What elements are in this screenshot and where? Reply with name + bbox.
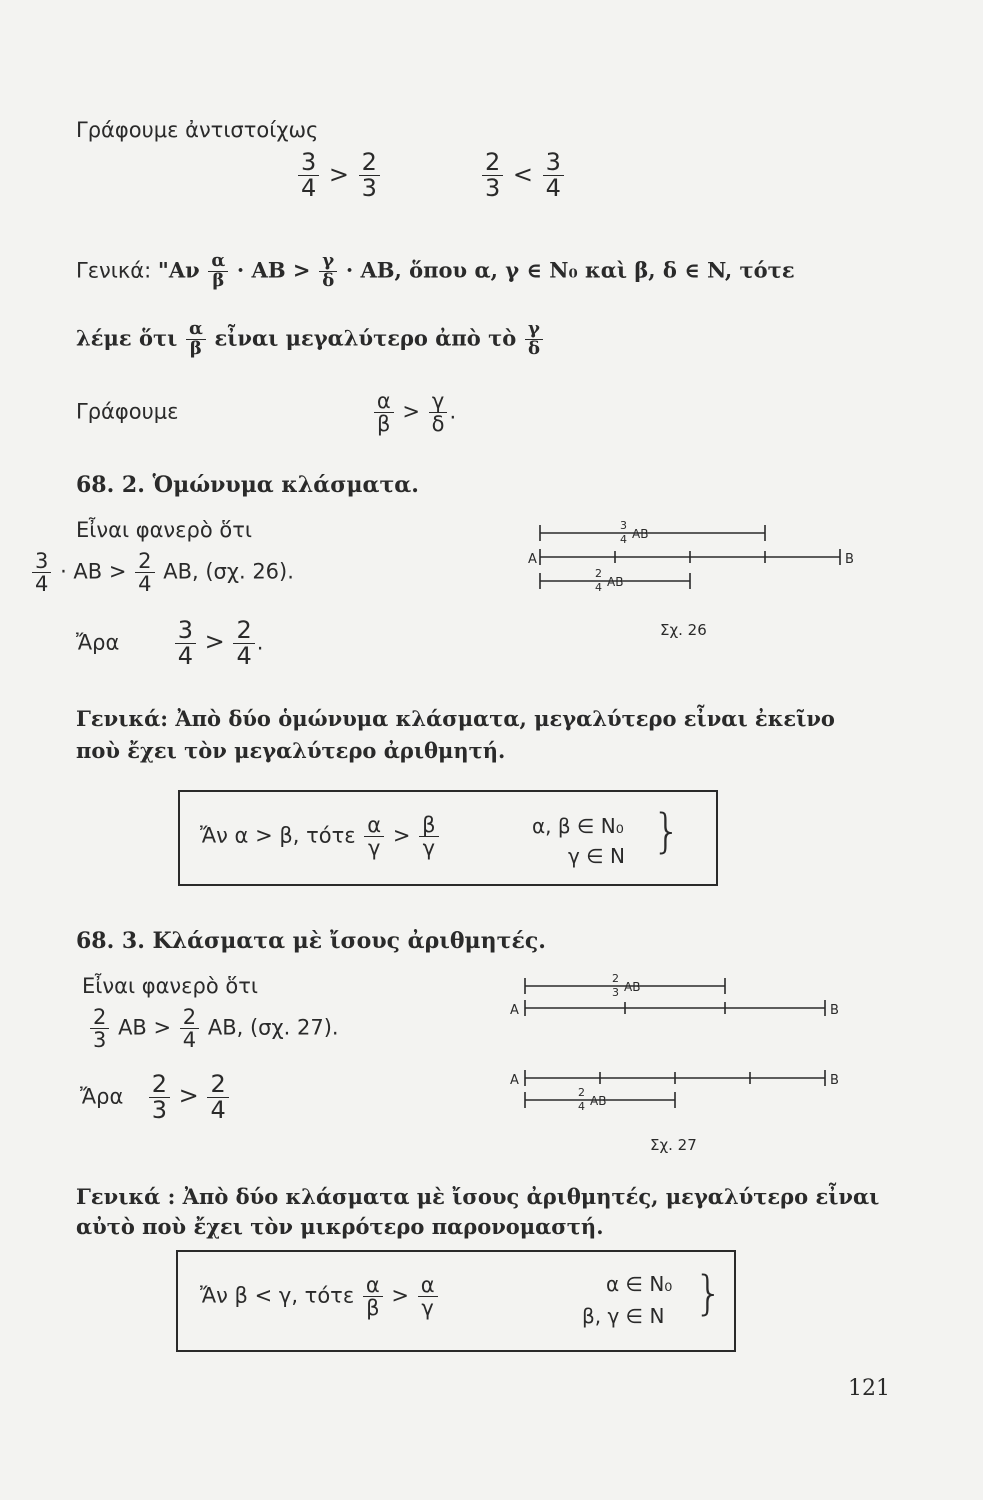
top-fraction-numerator: 2 — [612, 972, 619, 985]
box-set-condition-1: α ∈ N₀ — [606, 1272, 673, 1296]
fraction-denominator: γ — [422, 836, 436, 861]
fraction-numerator: α — [363, 1274, 383, 1297]
comparison-middle: AB > — [118, 1015, 172, 1040]
bottom-fraction-denominator: 4 — [578, 1100, 585, 1113]
rule-68-2-line1: Γενικά: Ἀπὸ δύο ὁμώνυμα κλάσματα, μεγαλύτερο εἶναι ἐκεῖνο — [76, 706, 835, 731]
fraction-numerator: α — [208, 252, 228, 272]
period: . — [449, 399, 457, 424]
fraction-numerator: 2 — [135, 550, 154, 573]
statement-middle: εἶναι μεγαλύτερο ἀπὸ τὸ — [214, 325, 517, 351]
fraction-numerator: γ — [319, 252, 337, 272]
point-b-label-2: B — [830, 1073, 839, 1088]
conclusion-line-68-2 — [76, 618, 263, 669]
fraction-denominator: 4 — [182, 1028, 197, 1053]
relation-sign: > — [178, 1081, 199, 1110]
fraction-denominator: 4 — [545, 174, 561, 203]
general-label: Γενικά: — [76, 258, 152, 283]
fraction-numerator: 3 — [543, 150, 564, 176]
therefore-word: Ἄρα — [80, 1084, 124, 1109]
fraction-numerator: α — [374, 390, 394, 413]
box-set-condition-2: γ ∈ N — [568, 844, 625, 868]
fraction-denominator: γ — [367, 836, 381, 861]
figure-caption: Σχ. 26 — [660, 621, 707, 639]
fraction-denominator: δ — [431, 412, 445, 437]
relation-sign: > — [392, 823, 411, 848]
section-heading-68-3: 68. 3. Κλάσματα μὲ ἴσους ἀριθμητές. — [76, 928, 546, 954]
right-brace-icon: } — [694, 1266, 724, 1320]
fraction-denominator: 4 — [177, 642, 193, 671]
figure-26 — [520, 515, 860, 665]
if-word: "Αν — [157, 257, 200, 283]
obvious-text: Εἶναι φανερὸ ὅτι — [76, 518, 252, 542]
fraction-denominator: β — [377, 412, 391, 437]
fraction-numerator: 2 — [207, 1072, 228, 1098]
bottom-segment-label: AB — [607, 575, 624, 589]
comparison-middle: · AB > — [60, 559, 127, 584]
bottom-fraction-numerator: 2 — [595, 567, 602, 580]
general-statement-line2 — [76, 320, 545, 359]
fraction-numerator: 2 — [90, 1006, 109, 1029]
fraction-denominator: β — [212, 269, 225, 291]
relation-sign: > — [402, 399, 420, 424]
obvious-text-2: Εἶναι φανερὸ ὅτι — [82, 974, 258, 998]
comparison-tail: AB, (σχ. 27). — [207, 1015, 339, 1040]
fraction-denominator: 3 — [485, 174, 501, 203]
rule-68-3-line2: αὐτὸ ποὺ ἔχει τὸν μικρότερο παρονομαστή. — [76, 1214, 604, 1239]
comparison-line-68-3 — [88, 1006, 339, 1051]
fraction-denominator: 3 — [93, 1028, 107, 1053]
top-fraction-denominator: 4 — [620, 533, 627, 546]
box-set-condition-2: β, γ ∈ N — [582, 1304, 665, 1328]
fraction-numerator: α — [418, 1274, 438, 1297]
fraction-denominator: γ — [421, 1296, 434, 1321]
statement-pre: λέμε ὅτι — [76, 325, 178, 351]
section-heading-68-2: 68. 2. Ὁμώνυμα κλάσματα. — [76, 472, 419, 498]
fraction-numerator: 3 — [298, 150, 319, 176]
fraction-numerator: 2 — [233, 618, 254, 644]
general-statement-line3 — [76, 390, 456, 435]
fraction-denominator: 4 — [138, 572, 152, 597]
fraction-denominator: δ — [322, 269, 335, 291]
top-segment-label: AB — [632, 527, 649, 541]
relation-sign: < — [512, 160, 534, 189]
page-number: 121 — [848, 1376, 890, 1401]
fraction-denominator: 4 — [210, 1096, 226, 1125]
rule-68-3-line1: Γενικά : Ἀπὸ δύο κλάσματα μὲ ἴσους ἀριθμητές, μεγαλύτερο εἶναι — [76, 1184, 880, 1209]
fraction-denominator: β — [366, 1296, 380, 1321]
box-set-condition-1: α, β ∈ N₀ — [532, 814, 624, 838]
right-brace-icon: } — [652, 804, 682, 858]
bottom-fraction-denominator: 4 — [595, 581, 602, 594]
fraction-denominator: 4 — [301, 174, 317, 203]
top-fraction-denominator: 3 — [612, 986, 619, 999]
write-label: Γράφουμε — [76, 399, 179, 424]
general-statement-line1 — [76, 252, 795, 291]
fraction-numerator: α — [364, 814, 384, 837]
comparison-tail: AB, (σχ. 26). — [163, 559, 294, 584]
fraction-denominator: β — [189, 337, 202, 359]
statement-tail: · AB, ὅπου α, γ ∈ N₀ καὶ β, δ ∈ N, τότε — [345, 257, 795, 283]
fraction-numerator: 3 — [175, 618, 196, 644]
fraction-numerator: β — [419, 814, 438, 837]
equation-3-4-gt-2-3 — [296, 150, 382, 201]
period: . — [256, 630, 264, 655]
fraction-numerator: α — [186, 320, 206, 340]
point-a-label: A — [528, 552, 537, 567]
top-segment-label: AB — [624, 980, 641, 994]
fraction-denominator: 3 — [151, 1096, 167, 1125]
relation-sign: > — [328, 160, 350, 189]
point-a-label: A — [510, 1003, 519, 1018]
box-condition — [200, 814, 441, 859]
comparison-line-68-2 — [30, 550, 294, 595]
fraction-numerator: 2 — [149, 1072, 170, 1098]
fraction-denominator: δ — [527, 337, 540, 359]
fraction-numerator: 2 — [180, 1006, 199, 1029]
point-b-label: B — [845, 552, 854, 567]
fraction-denominator: 3 — [361, 174, 377, 203]
point-a-label-2: A — [510, 1073, 519, 1088]
rule-box-1 — [178, 790, 718, 886]
statement-middle: · AB > — [236, 257, 311, 283]
bottom-segment-label: AB — [590, 1094, 607, 1108]
fraction-numerator: γ — [429, 390, 447, 413]
bottom-fraction-numerator: 2 — [578, 1086, 585, 1099]
fraction-denominator: 4 — [236, 642, 252, 671]
rule-box-2 — [176, 1250, 736, 1352]
top-fraction-numerator: 3 — [620, 519, 627, 532]
fraction-numerator: 3 — [32, 550, 51, 573]
fraction-numerator: γ — [525, 320, 543, 340]
fraction-denominator: 4 — [35, 572, 49, 597]
point-b-label: B — [830, 1003, 839, 1018]
equation-2-3-lt-3-4 — [480, 150, 566, 201]
intro-text: Γράφουμε ἀντιστοίχως — [76, 118, 319, 142]
figure-caption: Σχ. 27 — [650, 1136, 697, 1154]
box-if-text: Ἄν β < γ, τότε — [200, 1283, 355, 1308]
box-condition — [200, 1274, 440, 1319]
conclusion-line-68-3 — [80, 1072, 231, 1123]
box-if-text: Ἄν α > β, τότε — [200, 823, 356, 848]
therefore-word: Ἄρα — [76, 630, 120, 655]
relation-sign: > — [204, 627, 225, 656]
fraction-numerator: 2 — [482, 150, 503, 176]
figure-27 — [500, 970, 860, 1160]
fraction-numerator: 2 — [359, 150, 380, 176]
rule-68-2-line2: ποὺ ἔχει τὸν μεγαλύτερο ἀριθμητή. — [76, 738, 506, 763]
relation-sign: > — [391, 1283, 409, 1308]
